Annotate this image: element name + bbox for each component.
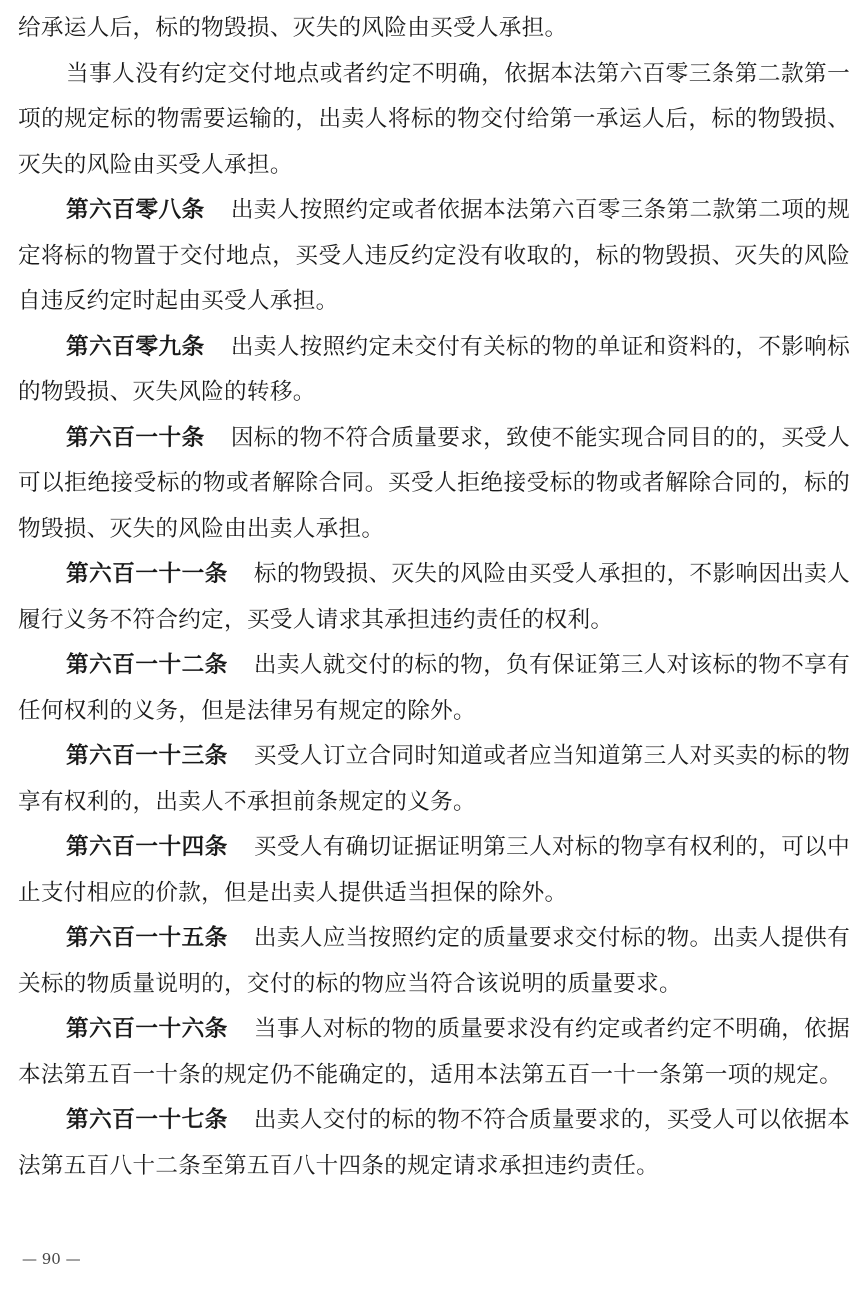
article-615 xyxy=(18,916,850,1007)
article-number: 第六百一十二条 xyxy=(66,652,228,678)
article-text: 买受人订立合同时知道或者应当知道第三人对买卖的标的物享有权利的，出卖人不承担前条规定的义务。 xyxy=(18,743,850,815)
article-text: 买受人有确切证据证明第三人对标的物享有权利的，可以中止支付相应的价款，但是出卖人提供适当担保的除外。 xyxy=(18,834,850,906)
article-number: 第六百一十五条 xyxy=(66,925,228,951)
article-number: 第六百一十七条 xyxy=(66,1107,228,1133)
article-number: 第六百一十四条 xyxy=(66,834,228,860)
article-text: 当事人对标的物的质量要求没有约定或者约定不明确，依据本法第五百一十条的规定仍不能确定的，适用本法第五百一十一条第一项的规定。 xyxy=(18,1016,850,1088)
article-number: 第六百一十一条 xyxy=(66,561,228,587)
article-number: 第六百零九条 xyxy=(66,333,205,360)
article-612 xyxy=(18,643,850,734)
document-page xyxy=(18,0,850,1189)
continued-paragraph: 给承运人后，标的物毁损、灭失的风险由买受人承担。 xyxy=(18,15,568,41)
article-text: 出卖人交付的标的物不符合质量要求的，买受人可以依据本法第五百八十二条至第五百八十四条的规定请求承担违约责任。 xyxy=(18,1107,850,1179)
article-text: 出卖人按照约定未交付有关标的物的单证和资料的，不影响标的物毁损、灭失风险的转移。 xyxy=(18,333,851,405)
article-text: 出卖人就交付的标的物，负有保证第三人对该标的物不享有任何权利的义务，但是法律另有规定的除外。 xyxy=(18,652,850,724)
article-611 xyxy=(18,552,850,643)
article-609 xyxy=(18,325,850,416)
article-614 xyxy=(18,825,850,916)
paragraph: 当事人没有约定交付地点或者约定不明确，依据本法第六百零三条第二款第一项的规定标的物需要运输的，出卖人将标的物交付给第一承运人后，标的物毁损、灭失的风险由买受人承担。 xyxy=(18,60,850,178)
article-number: 第六百一十三条 xyxy=(66,743,228,769)
article-608 xyxy=(18,188,850,325)
article-text: 出卖人按照约定或者依据本法第六百零三条第二款第二项的规定将标的物置于交付地点，买受人违反约定没有收取的，标的物毁损、灭失的风险自违反约定时起由买受人承担。 xyxy=(18,197,851,314)
article-616 xyxy=(18,1007,850,1098)
article-610 xyxy=(18,416,850,553)
article-number: 第六百一十条 xyxy=(66,424,205,451)
article-text: 因标的物不符合质量要求，致使不能实现合同目的的，买受人可以拒绝接受标的物或者解除合同。买受人拒绝接受标的物或者解除合同的，标的物毁损、灭失的风险由出卖人承担。 xyxy=(18,424,851,542)
article-617 xyxy=(18,1098,850,1189)
page-number: — 90 — xyxy=(22,1250,81,1268)
article-613 xyxy=(18,734,850,825)
article-text: 标的物毁损、灭失的风险由买受人承担的，不影响因出卖人履行义务不符合约定，买受人请求其承担违约责任的权利。 xyxy=(18,561,850,633)
article-text: 出卖人应当按照约定的质量要求交付标的物。出卖人提供有关标的物质量说明的，交付的标的物应当符合该说明的质量要求。 xyxy=(18,925,850,997)
article-number: 第六百一十六条 xyxy=(66,1016,228,1042)
article-number: 第六百零八条 xyxy=(66,197,205,223)
